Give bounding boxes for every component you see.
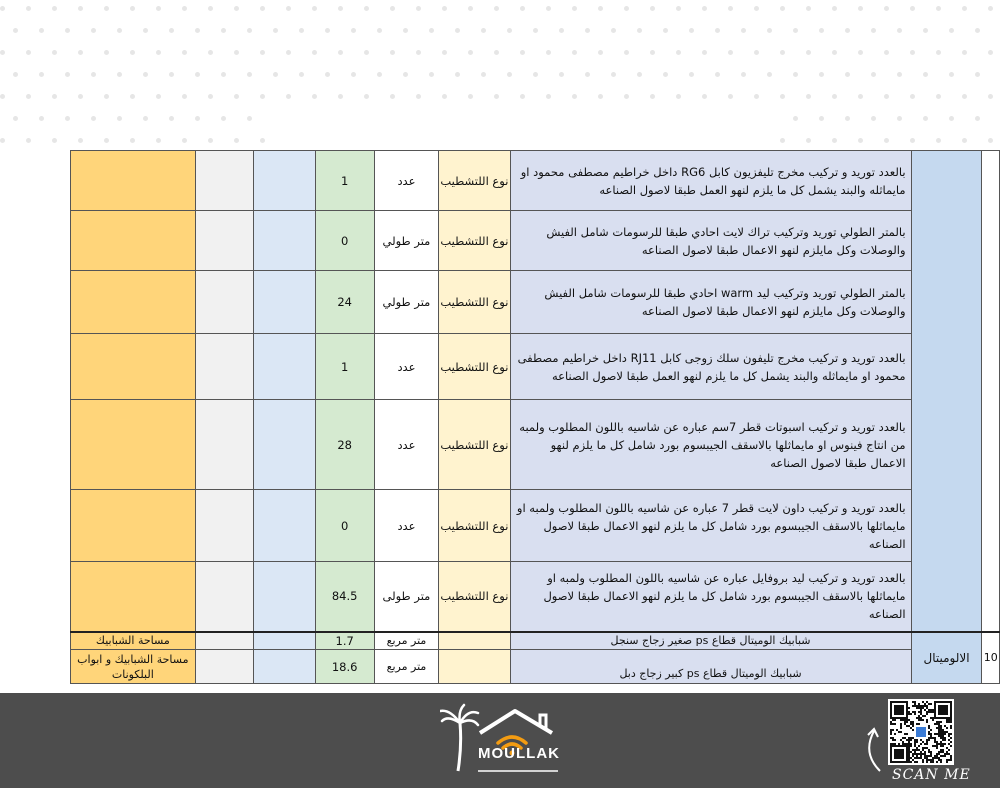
quantity-cell: 24 <box>315 271 374 334</box>
background-dot <box>767 72 772 77</box>
background-dot <box>468 50 473 55</box>
description-cell <box>510 562 911 632</box>
background-dot <box>338 6 343 11</box>
background-dot <box>182 50 187 55</box>
background-dot <box>104 138 109 143</box>
background-dot <box>546 6 551 11</box>
background-dot <box>169 72 174 77</box>
table-row <box>71 562 1000 632</box>
unit-cell: متر طولي <box>374 271 439 334</box>
background-dot <box>390 6 395 11</box>
qr-code-icon[interactable] <box>888 699 954 765</box>
description-cell <box>510 400 911 490</box>
background-dot <box>455 72 460 77</box>
background-dot <box>52 6 57 11</box>
background-dot <box>26 6 31 11</box>
background-dot <box>650 50 655 55</box>
description-cell: شبابيك الوميتال قطاع ps صغير زجاج سنجل <box>510 632 911 650</box>
background-dot <box>208 138 213 143</box>
background-dot <box>364 94 369 99</box>
background-dot <box>104 50 109 55</box>
description-cell <box>510 334 911 400</box>
background-dot <box>13 72 18 77</box>
unit-cell: متر مربع <box>374 650 439 684</box>
quantity-cell: 18.6 <box>315 650 374 684</box>
background-dot <box>481 72 486 77</box>
background-dot <box>390 50 395 55</box>
background-dot <box>910 50 915 55</box>
background-dot <box>156 50 161 55</box>
background-dot <box>754 50 759 55</box>
background-dot <box>754 94 759 99</box>
background-dot <box>39 116 44 121</box>
background-dot <box>286 94 291 99</box>
background-dot <box>221 72 226 77</box>
finish-type-cell: نوع اللتشطيب <box>439 334 510 400</box>
background-dot <box>975 28 980 33</box>
background-dot <box>689 72 694 77</box>
background-dot <box>988 50 993 55</box>
background-dot <box>78 138 83 143</box>
background-dot <box>676 6 681 11</box>
background-dot <box>65 116 70 121</box>
background-dot <box>975 116 980 121</box>
description-text: بالعدد توريد و تركيب داون لايت قطر 7 عباره عن شاسيه باللون المطلوب ولمبه او مايماثلها بالاسقف الجيبسوم بورد شامل كل ما يلزم لنهو الاعمال طبقا لاصول الصناعه <box>516 500 906 551</box>
background-dot <box>728 94 733 99</box>
background-dot <box>169 28 174 33</box>
description-text: بالعدد توريد و تركيب ليد بروفايل عباره عن شاسيه باللون المطلوب ولمبه او مايماثلها بالاسقف الجيبسوم بورد شامل كل ما يلزم لنهو الاعمال طبقا لاصول الصناعه <box>543 571 906 622</box>
background-dot <box>507 72 512 77</box>
background-dot <box>195 116 200 121</box>
background-dot <box>806 94 811 99</box>
background-dot <box>832 50 837 55</box>
curved-arrow-icon <box>860 723 890 773</box>
finish-type-cell: نوع اللتشطيب <box>439 490 510 562</box>
background-dot <box>520 50 525 55</box>
background-dot <box>871 72 876 77</box>
background-dot <box>806 6 811 11</box>
unit-cell: عدد <box>374 490 439 562</box>
background-dot <box>429 28 434 33</box>
description-cell: شبابيك الوميتال قطاع ps كبير زجاج دبل <box>510 650 911 684</box>
moullak-logo-icon <box>440 701 590 781</box>
background-dot <box>936 6 941 11</box>
background-dot <box>390 94 395 99</box>
background-dot <box>806 138 811 143</box>
background-dot <box>559 28 564 33</box>
unit-cell: متر مربع <box>374 632 439 650</box>
background-dot <box>403 72 408 77</box>
background-dot <box>221 28 226 33</box>
background-dot <box>988 6 993 11</box>
quantity-cell: 0 <box>315 211 374 271</box>
background-dot <box>494 94 499 99</box>
background-dot <box>650 6 655 11</box>
background-dot <box>130 50 135 55</box>
background-dot <box>806 50 811 55</box>
background-dot <box>13 28 18 33</box>
unit-cell: متر طولى <box>374 562 439 632</box>
background-dot <box>962 50 967 55</box>
background-dot <box>117 116 122 121</box>
background-dot <box>182 94 187 99</box>
background-dot <box>962 138 967 143</box>
background-dot <box>715 72 720 77</box>
background-dot <box>780 50 785 55</box>
background-dot <box>26 138 31 143</box>
background-dot <box>234 6 239 11</box>
unit-cell: متر طولي <box>374 211 439 271</box>
background-dot <box>325 28 330 33</box>
background-dot <box>650 94 655 99</box>
background-dot <box>78 50 83 55</box>
background-dot <box>897 116 902 121</box>
background-dot <box>65 72 70 77</box>
background-dot <box>0 50 5 55</box>
background-dot <box>234 138 239 143</box>
background-dot <box>572 94 577 99</box>
background-dot <box>884 50 889 55</box>
background-dot <box>780 94 785 99</box>
background-dot <box>975 72 980 77</box>
background-dot <box>741 72 746 77</box>
section-name-cell: الالوميتال <box>911 632 982 684</box>
background-dot <box>923 28 928 33</box>
background-dot <box>52 50 57 55</box>
background-dot <box>91 72 96 77</box>
background-dot <box>130 94 135 99</box>
background-dot <box>910 6 915 11</box>
quantity-cell: 28 <box>315 400 374 490</box>
background-dot <box>585 28 590 33</box>
background-dot <box>962 6 967 11</box>
background-dot <box>780 6 785 11</box>
area-note-cell: مساحة الشبابيك <box>71 632 196 650</box>
background-dot <box>234 94 239 99</box>
background-dot <box>182 6 187 11</box>
table-row <box>71 490 1000 562</box>
background-dot <box>91 116 96 121</box>
finish-type-cell: نوع اللتشطيب <box>439 400 510 490</box>
unit-cell: عدد <box>374 400 439 490</box>
background-dot <box>754 6 759 11</box>
description-text: بالمتر الطولي توريد وتركيب تراك لايت احادي طبقا للرسومات شامل الفيش والوصلات وكل مايلزم لنهو الاعمال طبقا لاصول الصناعه <box>546 224 906 257</box>
background-dot <box>156 6 161 11</box>
background-dot <box>104 6 109 11</box>
background-dot <box>702 6 707 11</box>
background-dot <box>468 94 473 99</box>
finish-type-cell: نوع اللتشطيب <box>439 271 510 334</box>
quantity-cell: 1 <box>315 151 374 211</box>
background-dot <box>247 72 252 77</box>
background-dot <box>598 50 603 55</box>
table-row <box>71 271 1000 334</box>
background-dot <box>416 6 421 11</box>
background-dot <box>533 28 538 33</box>
background-dot <box>845 28 850 33</box>
quantity-cell: 84.5 <box>315 562 374 632</box>
unit-cell: عدد <box>374 334 439 400</box>
background-dot <box>0 138 5 143</box>
background-dot <box>598 94 603 99</box>
background-dot <box>286 6 291 11</box>
table-row <box>71 632 1000 650</box>
background-dot <box>572 6 577 11</box>
background-dot <box>611 72 616 77</box>
background-dot <box>520 6 525 11</box>
background-dot <box>208 50 213 55</box>
background-dot <box>988 138 993 143</box>
background-dot <box>715 28 720 33</box>
area-note-cell: مساحة الشبابيك و ابواب البلكونات <box>71 650 196 684</box>
description-cell <box>510 271 911 334</box>
background-dot <box>884 94 889 99</box>
background-dot <box>871 28 876 33</box>
background-dot <box>273 72 278 77</box>
background-dot <box>468 6 473 11</box>
background-dot <box>442 94 447 99</box>
background-dot <box>403 28 408 33</box>
background-dot <box>949 72 954 77</box>
background-dot <box>793 72 798 77</box>
background-dot <box>91 28 96 33</box>
background-dot <box>442 6 447 11</box>
description-text: بالعدد توريد و تركيب مخرج تليفزيون كابل RG6 داخل خراطيم مصطفى محمود او مايماثله والبند يشمل كل ما يلزم لنهو العمل طبقا لاصول الصناعه <box>520 164 906 197</box>
background-dot <box>858 138 863 143</box>
background-dot <box>260 50 265 55</box>
background-dot <box>858 50 863 55</box>
table-row <box>71 400 1000 490</box>
table-row <box>71 151 1000 211</box>
background-dot <box>494 50 499 55</box>
background-dot <box>793 116 798 121</box>
background-dot <box>39 72 44 77</box>
background-dot <box>832 94 837 99</box>
background-dot <box>520 94 525 99</box>
finish-type-cell: نوع اللتشطيب <box>439 211 510 271</box>
table-row <box>71 650 1000 684</box>
background-dot <box>351 72 356 77</box>
background-dot <box>832 138 837 143</box>
description-text: بالعدد توريد و تركيب مخرج تليفون سلك زوجى كابل RJ11 داخل خراطيم مصطفى محمود او مايماثله والبند يشمل كل ما يلزم لنهو العمل طبقا لاصول الصناعه <box>517 350 906 383</box>
footer-bar <box>0 693 1000 788</box>
background-dot <box>858 94 863 99</box>
background-dot <box>871 116 876 121</box>
background-dot <box>637 28 642 33</box>
background-dot <box>52 138 57 143</box>
background-dot <box>559 72 564 77</box>
background-dot <box>39 28 44 33</box>
background-dot <box>663 72 668 77</box>
background-dot <box>351 28 356 33</box>
background-dot <box>338 50 343 55</box>
background-dot <box>143 116 148 121</box>
background-dot <box>104 94 109 99</box>
background-dot <box>793 28 798 33</box>
description-cell <box>510 211 911 271</box>
background-dot <box>286 50 291 55</box>
background-dot <box>494 6 499 11</box>
background-dot <box>923 116 928 121</box>
background-dot <box>208 6 213 11</box>
background-dot <box>624 50 629 55</box>
background-dot <box>299 72 304 77</box>
background-dot <box>949 116 954 121</box>
quantity-cell: 1 <box>315 334 374 400</box>
background-dot <box>572 50 577 55</box>
unit-cell: عدد <box>374 151 439 211</box>
background-dot <box>117 28 122 33</box>
background-dot <box>78 6 83 11</box>
background-dot <box>169 116 174 121</box>
finish-type-cell: نوع اللتشطيب <box>439 151 510 211</box>
background-dot <box>819 72 824 77</box>
table-row <box>71 334 1000 400</box>
background-dot <box>247 116 252 121</box>
background-dot <box>728 50 733 55</box>
background-dot <box>260 6 265 11</box>
background-dot <box>663 28 668 33</box>
background-dot <box>702 94 707 99</box>
background-dot <box>156 138 161 143</box>
background-dot <box>832 6 837 11</box>
background-dot <box>312 50 317 55</box>
background-dot <box>13 116 18 121</box>
background-dot <box>195 28 200 33</box>
background-dot <box>858 6 863 11</box>
background-dot <box>819 28 824 33</box>
table-row <box>71 211 1000 271</box>
background-dot <box>936 94 941 99</box>
background-dot <box>923 72 928 77</box>
background-dot <box>273 28 278 33</box>
background-dot <box>910 94 915 99</box>
description-text: بالعدد توريد و تركيب اسبوتات قطر 7سم عباره عن شاسيه باللون المطلوب ولمبه من انتاج فينوس او مايماثلها بالاسقف الجيبسوم بورد شامل كل ما يلزم لنهو الاعمال طبقا لاصول الصناعه <box>519 419 906 470</box>
background-dot <box>0 6 5 11</box>
background-dot <box>689 28 694 33</box>
background-dot <box>52 94 57 99</box>
scan-me-label: SCAN ME <box>892 767 971 783</box>
background-dot <box>936 50 941 55</box>
background-dot <box>624 6 629 11</box>
description-text: بالمتر الطولي توريد وتركيب ليد warm احادي طبقا للرسومات شامل الفيش والوصلات وكل مايلزم لنهو الاعمال طبقا لاصول الصناعه <box>544 286 906 318</box>
background-dot <box>624 94 629 99</box>
background-dot <box>416 94 421 99</box>
brand-name: MOULLAK <box>478 745 560 762</box>
background-dot <box>143 28 148 33</box>
background-dot <box>936 138 941 143</box>
background-dot <box>143 72 148 77</box>
background-dot <box>598 6 603 11</box>
background-dot <box>130 6 135 11</box>
background-dot <box>585 72 590 77</box>
background-dot <box>0 94 5 99</box>
background-dot <box>247 28 252 33</box>
background-dot <box>637 72 642 77</box>
background-dot <box>741 28 746 33</box>
background-dot <box>156 94 161 99</box>
background-dot <box>377 72 382 77</box>
background-dot <box>364 6 369 11</box>
quantity-cell: 0 <box>315 490 374 562</box>
background-dot <box>208 94 213 99</box>
background-dot <box>533 72 538 77</box>
background-dot <box>364 50 369 55</box>
background-dot <box>845 116 850 121</box>
background-dot <box>819 116 824 121</box>
background-dot <box>897 28 902 33</box>
background-dot <box>546 50 551 55</box>
background-dot <box>988 94 993 99</box>
background-dot <box>910 138 915 143</box>
section-number-cell: 10 <box>982 632 1000 684</box>
background-dot <box>962 94 967 99</box>
background-dot <box>845 72 850 77</box>
background-dot <box>702 50 707 55</box>
finish-type-cell: نوع اللتشطيب <box>439 562 510 632</box>
background-dot <box>117 72 122 77</box>
boq-table <box>70 150 1000 684</box>
background-dot <box>611 28 616 33</box>
background-dot <box>429 72 434 77</box>
quantity-cell: 1.7 <box>315 632 374 650</box>
background-dot <box>312 94 317 99</box>
background-dot <box>338 94 343 99</box>
description-cell <box>510 490 911 562</box>
background-dot <box>897 72 902 77</box>
background-dot <box>507 28 512 33</box>
background-dot <box>884 138 889 143</box>
background-dot <box>416 50 421 55</box>
background-dot <box>26 94 31 99</box>
background-dot <box>442 50 447 55</box>
background-dot <box>221 116 226 121</box>
background-dot <box>676 50 681 55</box>
background-dot <box>325 72 330 77</box>
background-dot <box>546 94 551 99</box>
background-dot <box>260 138 265 143</box>
background-dot <box>195 72 200 77</box>
section-side-cell <box>911 151 982 632</box>
background-dot <box>676 94 681 99</box>
background-dot <box>299 28 304 33</box>
background-dot <box>728 6 733 11</box>
background-dot <box>26 50 31 55</box>
background-dot <box>65 28 70 33</box>
background-dot <box>130 138 135 143</box>
description-cell <box>510 151 911 211</box>
background-dot <box>949 28 954 33</box>
background-dot <box>377 28 382 33</box>
background-dot <box>234 50 239 55</box>
background-dot <box>767 28 772 33</box>
background-dot <box>481 28 486 33</box>
background-dot <box>182 138 187 143</box>
background-dot <box>780 138 785 143</box>
background-dot <box>260 94 265 99</box>
background-dot <box>884 6 889 11</box>
background-dot-pattern <box>0 0 1000 160</box>
background-dot <box>312 6 317 11</box>
background-dot <box>455 28 460 33</box>
background-dot <box>78 94 83 99</box>
